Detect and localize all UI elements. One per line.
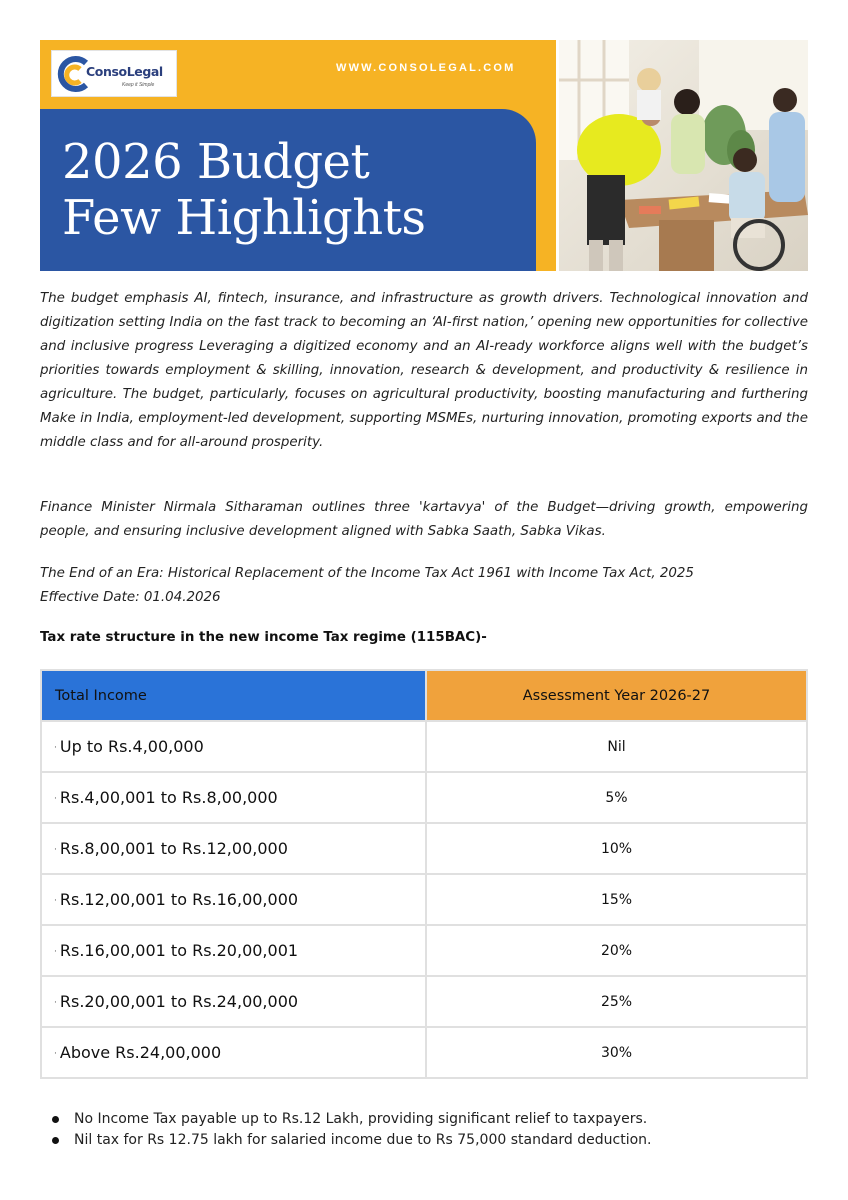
income-cell: [41, 823, 426, 874]
rate-cell: 30%: [426, 1027, 807, 1078]
bullet-dot-icon: ·: [54, 997, 57, 1008]
bullet-dot-icon: ·: [54, 895, 57, 906]
notes-list: [52, 1109, 651, 1151]
table-row: [41, 874, 807, 925]
era-line-2: Effective Date: 01.04.2026: [40, 590, 221, 605]
table-header-row: [41, 670, 807, 721]
income-cell: [41, 1027, 426, 1078]
bullet-dot-icon: ·: [54, 793, 57, 804]
col-header-assessment-year: Assessment Year 2026-27: [426, 670, 807, 721]
rate-cell: 10%: [426, 823, 807, 874]
col-header-total-income: Total Income: [41, 670, 426, 721]
website-url: WWW.CONSOLEGAL.COM: [336, 62, 516, 74]
income-cell: [41, 976, 426, 1027]
income-range: Rs.8,00,001 to Rs.12,00,000: [59, 839, 288, 858]
page-title: [62, 134, 426, 246]
intro-paragraph: The budget emphasis AI, fintech, insurance, and infrastructure as growth drivers. Technological innovation and digitization setting India on the fast track to becoming an ‘AI-first nation,’ opening new opportunities for collective and inclusive progress Leveraging a digitized economy and an AI-ready workforce aligns well with the budget’s priorities towards employment & skilling, innovation, research & development, and productivity & resilience in agriculture. The budget, particularly, focuses on agricultural productivity, boosting manufacturing and furthering Make in India, employment-led development, supporting MSMEs, nurturing innovation, promoting exports and the middle class and for all-around prosperity.: [40, 291, 808, 450]
income-range: Rs.4,00,001 to Rs.8,00,000: [59, 788, 278, 807]
era-paragraph: [40, 562, 808, 610]
income-cell: [41, 772, 426, 823]
income-cell: [41, 925, 426, 976]
bullet-icon: [52, 1137, 59, 1144]
rate-cell: Nil: [426, 721, 807, 772]
table-row: [41, 925, 807, 976]
title-line-2: Few Highlights: [62, 190, 426, 246]
logo-tagline: Keep it Simple: [122, 82, 155, 88]
table-row: [41, 823, 807, 874]
bullet-dot-icon: ·: [54, 844, 57, 855]
income-cell: [41, 874, 426, 925]
team-photo: [559, 40, 808, 271]
rate-cell: 25%: [426, 976, 807, 1027]
income-range: Rs.12,00,001 to Rs.16,00,000: [59, 890, 299, 909]
income-range: Rs.16,00,001 to Rs.20,00,001: [59, 941, 299, 960]
kartavya-paragraph: Finance Minister Nirmala Sitharaman outlines three 'kartavya' of the Budget—driving growth, empowering people, and ensuring inclusive development aligned with Sabka Saath, Sabka Vikas.: [40, 500, 808, 539]
era-line-1: The End of an Era: Historical Replacement of the Income Tax Act 1961 with Income Tax Act, 2025: [40, 566, 694, 581]
income-range: Above Rs.24,00,000: [59, 1043, 222, 1062]
list-item: [52, 1109, 651, 1130]
header-banner: [40, 40, 808, 271]
table-row: [41, 772, 807, 823]
note-text: Nil tax for Rs 12.75 lakh for salaried income due to Rs 75,000 standard deduction.: [74, 1132, 652, 1148]
title-line-1: 2026 Budget: [62, 134, 370, 190]
income-cell: [41, 721, 426, 772]
table-row: [41, 1027, 807, 1078]
bullet-icon: [52, 1116, 59, 1123]
consolegal-logo: [51, 50, 177, 97]
income-range: Rs.20,00,001 to Rs.24,00,000: [59, 992, 299, 1011]
bullet-dot-icon: ·: [54, 1048, 57, 1059]
bullet-dot-icon: ·: [54, 946, 57, 957]
rate-cell: 15%: [426, 874, 807, 925]
logo-text: ConsoLegal: [86, 64, 163, 79]
rate-cell: 20%: [426, 925, 807, 976]
tax-section-heading: Tax rate structure in the new income Tax regime (115BAC)-: [40, 630, 487, 645]
bullet-dot-icon: ·: [54, 742, 57, 753]
table-row: [41, 721, 807, 772]
list-item: [52, 1130, 651, 1151]
rate-cell: 5%: [426, 772, 807, 823]
tax-rate-table: [40, 669, 808, 1079]
table-row: [41, 976, 807, 1027]
note-text: No Income Tax payable up to Rs.12 Lakh, providing significant relief to taxpayers.: [74, 1111, 648, 1127]
income-range: Up to Rs.4,00,000: [59, 737, 204, 756]
